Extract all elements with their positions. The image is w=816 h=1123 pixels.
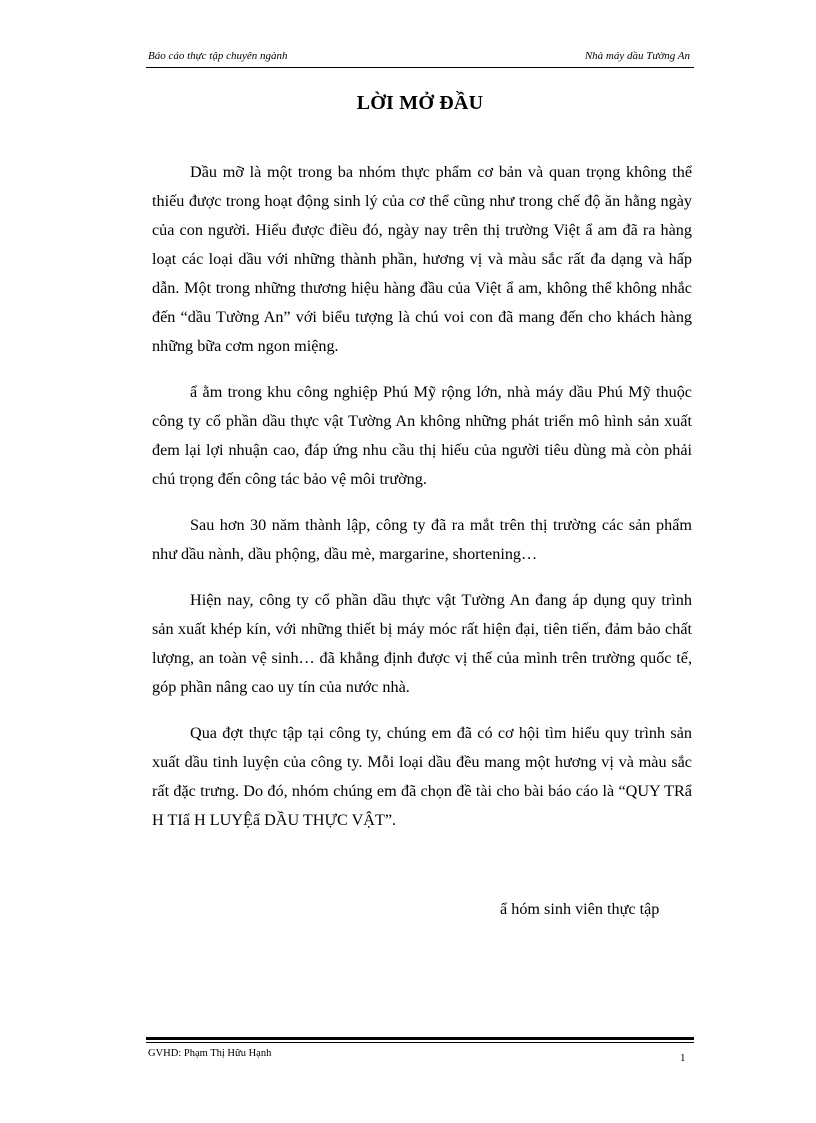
header-left-text: Báo cáo thực tập chuyên ngành <box>148 50 288 62</box>
paragraph-5: Qua đợt thực tập tại công ty, chúng em đã có cơ hội tìm hiểu quy trình sản xuất dầu tinh luyện của công ty. Mỗi loại dầu đều mang một hương vị và màu sắc rất đặc trưng. Do đó, nhóm chúng em đã chọn đề tài cho bài báo cáo là “QUY TRẩ H TIẩ H LUYỆẩ DẦU THỰC VẬT”. <box>152 724 692 829</box>
footer-divider-thick <box>146 1037 694 1040</box>
paragraph-2: ẩ ằm trong khu công nghiệp Phú Mỹ rộng lớn, nhà máy dầu Phú Mỹ thuộc công ty cổ phần dầu thực vật Tường An không những phát triển mô hình sản xuất đem lại lợi nhuận cao, đáp ứng nhu cầu thị hiếu của người tiêu dùng mà còn phải chú trọng đến công tác bảo vệ môi trường. <box>152 383 692 488</box>
page-number: 1 <box>680 1052 686 1064</box>
header-right-text: Nhà máy dầu Tường An <box>584 50 690 62</box>
paragraph-1: Dầu mỡ là một trong ba nhóm thực phẩm cơ bản và quan trọng không thể thiếu được trong hoạt động sinh lý của cơ thể cũng như trong chế độ ăn hằng ngày của con người. Hiểu được điều đó, ngày nay trên thị trường Việt ẩ am đã ra hàng loạt các loại dầu với những thành phần, hương vị và màu sắc rất đa dạng và hấp dẫn. Một trong những thương hiệu hàng đầu của Việt ẩ am, không thể không nhắc đến “dầu Tường An” với biểu tượng là chú voi con đã mang đến cho khách hàng những bữa cơm ngon miệng. <box>152 163 692 355</box>
page-title: LỜI MỞ ĐẦU <box>356 92 484 114</box>
page-header <box>146 50 694 68</box>
footer-divider-thin <box>146 1042 694 1043</box>
signature: ẩ hóm sinh viên thực tập <box>500 900 660 918</box>
footer-advisor: GVHD: Phạm Thị Hữu Hạnh <box>148 1048 272 1059</box>
paragraph-3: Sau hơn 30 năm thành lập, công ty đã ra mắt trên thị trường các sản phẩm như dầu nành, dầu phộng, dầu mè, margarine, shortening… <box>152 516 692 563</box>
header-divider <box>146 67 694 68</box>
document-body <box>152 158 692 852</box>
paragraph-4: Hiện nay, công ty cổ phần dầu thực vật Tường An đang áp dụng quy trình sản xuất khép kín, với những thiết bị máy móc rất hiện đại, tiên tiến, đảm bảo chất lượng, an toàn vệ sinh… đã khẳng định được vị thế của mình trên trường quốc tế, góp phần nâng cao uy tín của nước nhà. <box>152 591 692 696</box>
